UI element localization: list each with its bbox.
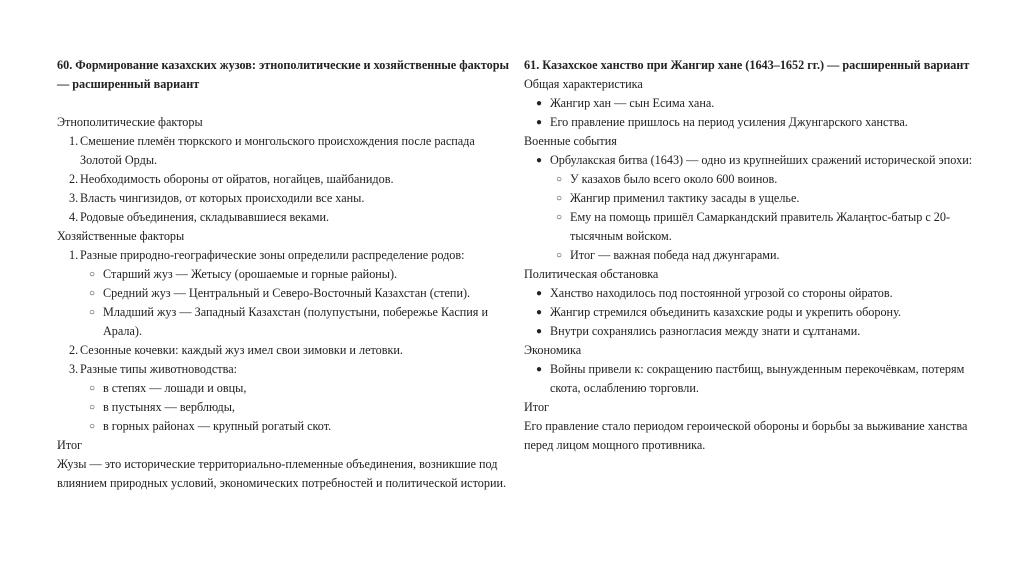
sub-list-item: ○ в степях — лошади и овцы, — [89, 379, 517, 398]
section-heading: Политическая обстановка — [524, 267, 659, 281]
right-title: 61. Казахское ханство при Жангир хане (1643–1652 гг.) — расширенный вариант — [524, 58, 970, 72]
section-heading: Хозяйственные факторы — [57, 229, 185, 243]
list-item: ● Внутри сохранялись разногласия между знати и сұлтанами. — [536, 322, 979, 341]
section-heading: Общая характеристика — [524, 77, 643, 91]
sub-list-item: ○ в горных районах — крупный рогатый скот. — [89, 417, 517, 436]
circle-bullet-icon: ○ — [556, 250, 563, 261]
list-item: ● Жангир стремился объединить казахские роды и укрепить оборону. — [536, 303, 979, 322]
sub-list-item: ○ в пустынях — верблюды, — [89, 398, 517, 417]
sub-list-item: ○ Средний жуз — Центральный и Северо-Восточный Казахстан (степи). — [89, 284, 517, 303]
disc-bullet-icon: ● — [536, 326, 543, 337]
circle-bullet-icon: ○ — [556, 174, 563, 185]
disc-bullet-icon: ● — [536, 364, 543, 375]
sub-list-item: ○ Младший жуз — Западный Казахстан (полупустыни, побережье Каспия и Арала). — [89, 303, 517, 341]
circle-bullet-icon: ○ — [89, 421, 96, 432]
sub-list-item: ○ Ему на помощь пришёл Самаркандский правитель Жалаңтос-батыр с 20-тысячным войском. — [556, 208, 979, 246]
sub-list-item: ○ Старший жуз — Жетысу (орошаемые и горные районы). — [89, 265, 517, 284]
circle-bullet-icon: ○ — [89, 269, 96, 280]
list-item: 3. Власть чингизидов, от которых происходили все ханы. — [69, 191, 365, 205]
disc-bullet-icon: ● — [536, 307, 543, 318]
section-heading: Военные события — [524, 134, 617, 148]
list-item: ● Орбулакская битва (1643) — одно из крупнейших сражений исторической эпохи: — [536, 151, 979, 170]
disc-bullet-icon: ● — [536, 117, 543, 128]
list-item: 4. Родовые объединения, складывавшиеся веками. — [69, 210, 330, 224]
spacer — [57, 94, 517, 113]
left-title: 60. Формирование казахских жузов: этнополитические и хозяйственные факторы — расширенный вариант — [57, 58, 510, 91]
list-item: 3. Разные типы животноводства: — [69, 362, 238, 376]
disc-bullet-icon: ● — [536, 98, 543, 109]
circle-bullet-icon: ○ — [89, 307, 96, 318]
summary-heading: Итог — [524, 400, 550, 414]
section-heading: Экономика — [524, 343, 582, 357]
right-column — [524, 56, 979, 455]
section-heading: Этнополитические факторы — [57, 115, 203, 129]
list-item: ● Ханство находилось под постоянной угрозой со стороны ойратов. — [536, 284, 979, 303]
list-item: 1. Разные природно-географические зоны определили распределение родов: — [69, 248, 465, 262]
circle-bullet-icon: ○ — [556, 193, 563, 204]
sub-list-item: ○ Итог — важная победа над джунгарами. — [556, 246, 979, 265]
list-item: ● Войны привели к: сокращению пастбищ, вынужденным перекочёвкам, потерям скота, ослаблению торговли. — [536, 360, 979, 398]
circle-bullet-icon: ○ — [89, 402, 96, 413]
summary-heading: Итог — [57, 438, 83, 452]
circle-bullet-icon: ○ — [89, 288, 96, 299]
list-item: 2. Необходимость обороны от ойратов, ногайцев, шайбанидов. — [69, 172, 394, 186]
summary-text: Жузы — это исторические территориально-племенные объединения, возникшие под влиянием природных условий, экономических потребностей и политической истории. — [57, 457, 507, 490]
disc-bullet-icon: ● — [536, 155, 543, 166]
list-item: ● Его правление пришлось на период усиления Джунгарского ханства. — [536, 113, 979, 132]
sub-list-item: ○ Жангир применил тактику засады в ущелье. — [556, 189, 979, 208]
disc-bullet-icon: ● — [536, 288, 543, 299]
summary-text: Его правление стало периодом героической обороны и борьбы за выживание ханства перед лицом мощного противника. — [524, 419, 968, 452]
sub-list-item: ○ У казахов было всего около 600 воинов. — [556, 170, 979, 189]
list-item: 1. Смешение племён тюркского и монгольского происхождения после распада Золотой Орды. — [69, 134, 475, 167]
list-item: 2. Сезонные кочевки: каждый жуз имел свои зимовки и летовки. — [69, 343, 403, 357]
circle-bullet-icon: ○ — [556, 212, 563, 223]
left-column — [57, 56, 517, 493]
list-item: ● Жангир хан — сын Есима хана. — [536, 94, 979, 113]
circle-bullet-icon: ○ — [89, 383, 96, 394]
